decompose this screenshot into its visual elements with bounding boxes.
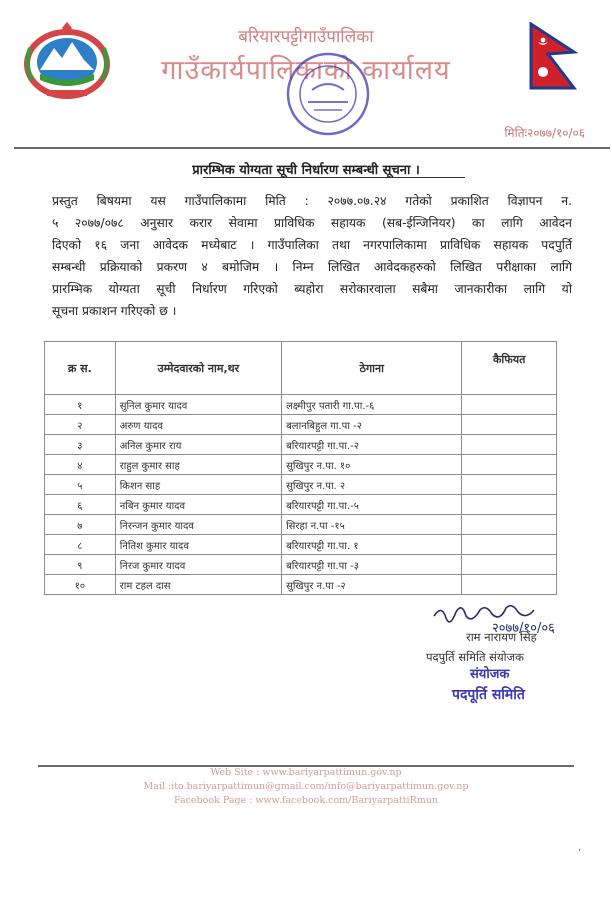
- header-serial: क्र स.: [45, 342, 116, 395]
- cell-remarks: [462, 555, 557, 575]
- cell-remarks: [462, 415, 557, 435]
- cell-serial: १०: [45, 575, 116, 595]
- table-row: [45, 535, 557, 555]
- office-stamp-icon: [278, 48, 378, 140]
- cell-address: सिरहा न.पा -१५: [282, 515, 462, 535]
- table-row: [45, 515, 557, 535]
- cell-name: राहुल कुमार साह: [115, 455, 281, 475]
- notice-title: प्रारम्भिक योग्यता सूची निर्धारण सम्बन्धी सूचना ।: [192, 163, 420, 178]
- cell-serial: १: [45, 395, 116, 415]
- header-name: उम्मेदवारको नाम,थर: [115, 342, 281, 395]
- cell-name: किशन साह: [115, 475, 281, 495]
- footer-website: Web Site : www.bariyarpattimun.gov.np: [210, 767, 402, 778]
- table-row: [45, 575, 557, 595]
- cell-name: अरुण यादव: [115, 415, 281, 435]
- page-mark: ʼ: [578, 848, 582, 859]
- cell-address: बरियारपट्टी गा.पा.-५: [282, 495, 462, 515]
- footer-mail: Mail :ito.bariyarpattimun@gmail.com/info@bariyarpattimun.gov.np: [143, 781, 469, 792]
- body-line: सूचना प्रकाशन गरिएको छ ।: [52, 304, 177, 318]
- notice-body: [52, 190, 572, 322]
- body-line: प्रस्तुत बिषयमा यस गाउँपालिकामा मिति : २०७७.०७.२४ गतेको प्रकाशित विज्ञापन न.: [52, 194, 572, 208]
- header-remarks: कैफियत: [462, 342, 557, 395]
- cell-name: निरन्जन कुमार यादव: [115, 515, 281, 535]
- cell-remarks: [462, 435, 557, 455]
- signature-date: २०७७/१०/०६: [492, 621, 555, 636]
- cell-name: सुनिल कुमार यादव: [115, 395, 281, 415]
- body-line: ५ २०७७/०७८ अनुसार करार सेवामा प्राविधिक सहायक (सब-ईन्जिनियर) का लागि आवेदन: [52, 216, 572, 230]
- nepal-flag-icon: [528, 22, 578, 92]
- cell-remarks: [462, 495, 557, 515]
- cell-name: निरज कुमार यादव: [115, 555, 281, 575]
- cell-serial: ४: [45, 455, 116, 475]
- table-row: [45, 395, 557, 415]
- cell-address: बलानबिहुल गा.पा -२: [282, 415, 462, 435]
- cell-name: अनिल कुमार राय: [115, 435, 281, 455]
- title-underline: [203, 177, 465, 178]
- candidate-table: [44, 341, 557, 595]
- table-header-row: [45, 342, 557, 395]
- cell-name: राम टहल दास: [115, 575, 281, 595]
- cell-serial: ७: [45, 515, 116, 535]
- cell-serial: ३: [45, 435, 116, 455]
- cell-remarks: [462, 395, 557, 415]
- cell-address: बरियारपट्टी गा.पा.-२: [282, 435, 462, 455]
- table-row: [45, 475, 557, 495]
- cell-serial: ६: [45, 495, 116, 515]
- cell-serial: ५: [45, 475, 116, 495]
- body-line: सम्बन्धी प्रक्रियाको प्रकरण ४ बमोजिम । निम्न लिखित आवेदकहरुको लिखित परीक्षाका लागि: [52, 260, 572, 274]
- signer-role: पदपुर्ति समिति संयोजक: [426, 650, 524, 664]
- cell-remarks: [462, 475, 557, 495]
- cell-serial: २: [45, 415, 116, 435]
- signer-name: राम नारायण सिंह: [466, 630, 537, 644]
- cell-serial: ९: [45, 555, 116, 575]
- cell-name: नितिश कुमार यादव: [115, 535, 281, 555]
- stamp-role: संयोजक: [470, 667, 510, 682]
- table-row: [45, 455, 557, 475]
- cell-address: सुखिपुर न.पा. २: [282, 475, 462, 495]
- header-address: ठेगाना: [282, 342, 462, 395]
- table-row: [45, 435, 557, 455]
- cell-address: बरियारपट्टी गा.पा -३: [282, 555, 462, 575]
- stamp-committee: पदपूर्ति समिति: [452, 687, 525, 703]
- cell-remarks: [462, 535, 557, 555]
- table-row: [45, 555, 557, 575]
- cell-serial: ८: [45, 535, 116, 555]
- table-row: [45, 415, 557, 435]
- cell-remarks: [462, 515, 557, 535]
- body-line: प्रारम्भिक योग्यता सूची निर्धारण गरिएको ब्यहोरा सरोकारवाला सबैमा जानकारीका लागि यो: [52, 282, 572, 296]
- footer: [0, 766, 612, 808]
- cell-remarks: [462, 455, 557, 475]
- municipality-name: बरियारपट्टीगाउँपालिका: [238, 27, 374, 47]
- cell-address: बरियारपट्टी गा.पा. १: [282, 535, 462, 555]
- table-row: [45, 495, 557, 515]
- footer-facebook: Facebook Page : www.facebook.com/BariyarpattiRmun: [174, 795, 438, 806]
- cell-address: सुखिपुर न.पा. १०: [282, 455, 462, 475]
- cell-name: नबिन कुमार यादव: [115, 495, 281, 515]
- header-divider: [14, 147, 610, 149]
- office-name: गाउँकार्यपालिकाको कार्यालय: [161, 55, 451, 86]
- cell-address: लक्ष्मीपुर पतारी गा.पा.-६: [282, 395, 462, 415]
- cell-remarks: [462, 575, 557, 595]
- notice-date: मितिः२०७७/१०/०६: [504, 126, 585, 140]
- body-line: दिएको १६ जना आवेदक मध्येबाट । गाउँपालिका तथा नगरपालिकामा प्राविधिक सहायक पदपुर्ति: [52, 238, 572, 252]
- cell-address: सुखिपुर न.पा -२: [282, 575, 462, 595]
